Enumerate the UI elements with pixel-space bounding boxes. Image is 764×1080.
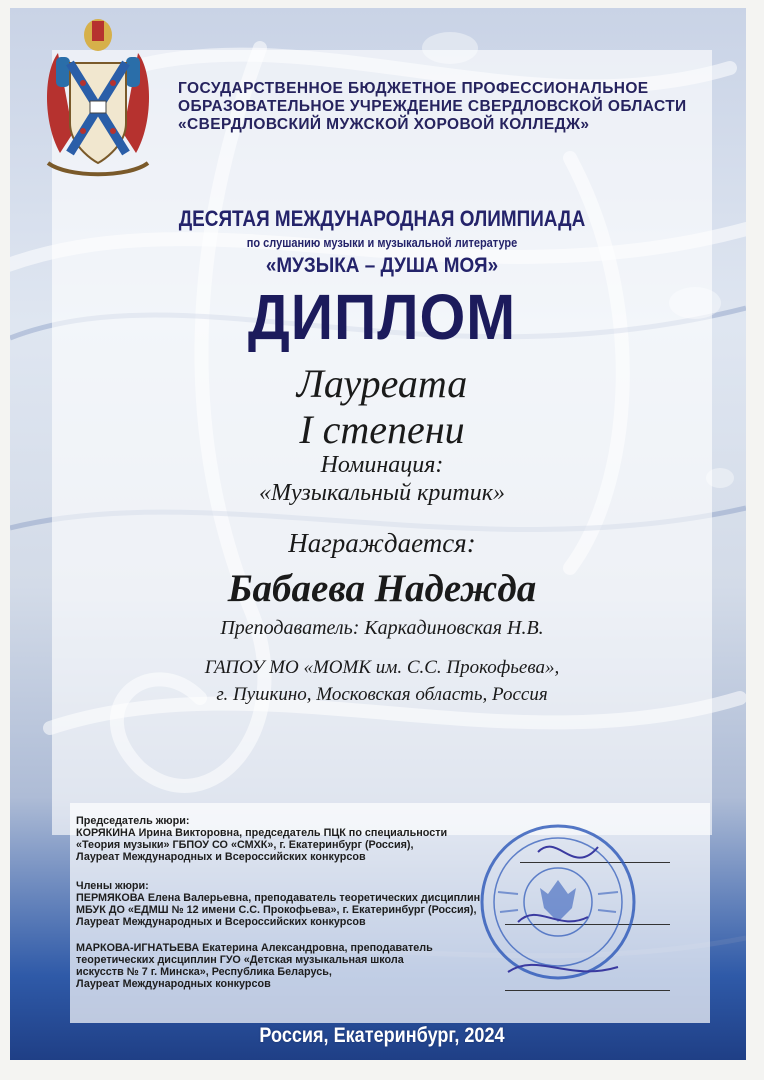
jury-members-label: Члены жюри:	[76, 880, 149, 892]
event-subtitle: по слушанию музыки и музыкальной литературе	[246, 236, 518, 250]
school-line-2: г. Пушкино, Московская область, Россия	[216, 684, 548, 705]
jury-member-2-line-1: МАРКОВА-ИГНАТЬЕВА Екатерина Александровна, преподаватель	[76, 942, 433, 954]
institution-line-2: ОБРАЗОВАТЕЛЬНОЕ УЧРЕЖДЕНИЕ СВЕРДЛОВСКОЙ ОБЛАСТИ	[178, 98, 687, 115]
diploma-heading: ДИПЛОМ	[247, 281, 517, 353]
institution-line-1: ГОСУДАРСТВЕННОЕ БЮДЖЕТНОЕ ПРОФЕССИОНАЛЬНОЕ	[178, 80, 649, 97]
jury-member-1-line-2: МБУК ДО «ЕДМШ № 12 имени С.С. Прокофьева», г. Екатеринбург (Россия),	[76, 904, 477, 916]
rank-line-1: Лауреата	[296, 361, 468, 406]
jury-member-2-line-2: теоретических дисциплин ГУО «Детская музыкальная школа	[76, 954, 404, 966]
jury-chair-line-2: «Теория музыки» ГБПОУ СО «СМХК», г. Екатеринбург (Россия),	[76, 839, 414, 851]
footer-location-year: Россия, Екатеринбург, 2024	[259, 1024, 505, 1047]
event-motto: «МУЗЫКА – ДУША МОЯ»	[265, 254, 499, 277]
jury-member-1-line-3: Лауреат Международных и Всероссийских конкурсов	[76, 916, 366, 928]
jury-member-2-line-4: Лауреат Международных конкурсов	[76, 978, 271, 990]
jury-member-2-line-3: искусств № 7 г. Минска», Республика Беларусь,	[76, 966, 332, 978]
school-line-1: ГАПОУ МО «МОМК им. С.С. Прокофьева»,	[204, 657, 560, 678]
jury-chair-block	[76, 815, 447, 863]
jury-chair-label: Председатель жюри:	[76, 815, 190, 827]
awarded-label: Награждается:	[288, 528, 476, 558]
nomination-label: Номинация:	[320, 452, 444, 478]
recipient-name: Бабаева Надежда	[227, 567, 537, 610]
jury-chair-line-1: КОРЯКИНА Ирина Викторовна, председатель ПЦК по специальности	[76, 827, 448, 839]
jury-chair-line-3: Лауреат Международных и Всероссийских конкурсов	[76, 851, 366, 863]
institution-line-3: «СВЕРДЛОВСКИЙ МУЖСКОЙ ХОРОВОЙ КОЛЛЕДЖ»	[178, 116, 590, 133]
coat-of-arms-icon	[38, 13, 158, 183]
jury-member-1-block	[76, 880, 480, 928]
rank-line-2: I степени	[299, 407, 465, 452]
institution-name	[178, 80, 698, 134]
jury-member-1-line-1: ПЕРМЯКОВА Елена Валерьевна, преподаватель теоретических дисциплин	[76, 892, 481, 904]
teacher-line: Преподаватель: Каркадиновская Н.В.	[220, 617, 544, 639]
jury-member-2-block	[76, 942, 433, 990]
nomination: «Музыкальный критик»	[259, 480, 505, 506]
event-title: ДЕСЯТАЯ МЕЖДУНАРОДНАЯ ОЛИМПИАДА	[178, 206, 586, 231]
official-seal-icon	[478, 822, 638, 982]
signature-line-member-2	[505, 990, 670, 991]
